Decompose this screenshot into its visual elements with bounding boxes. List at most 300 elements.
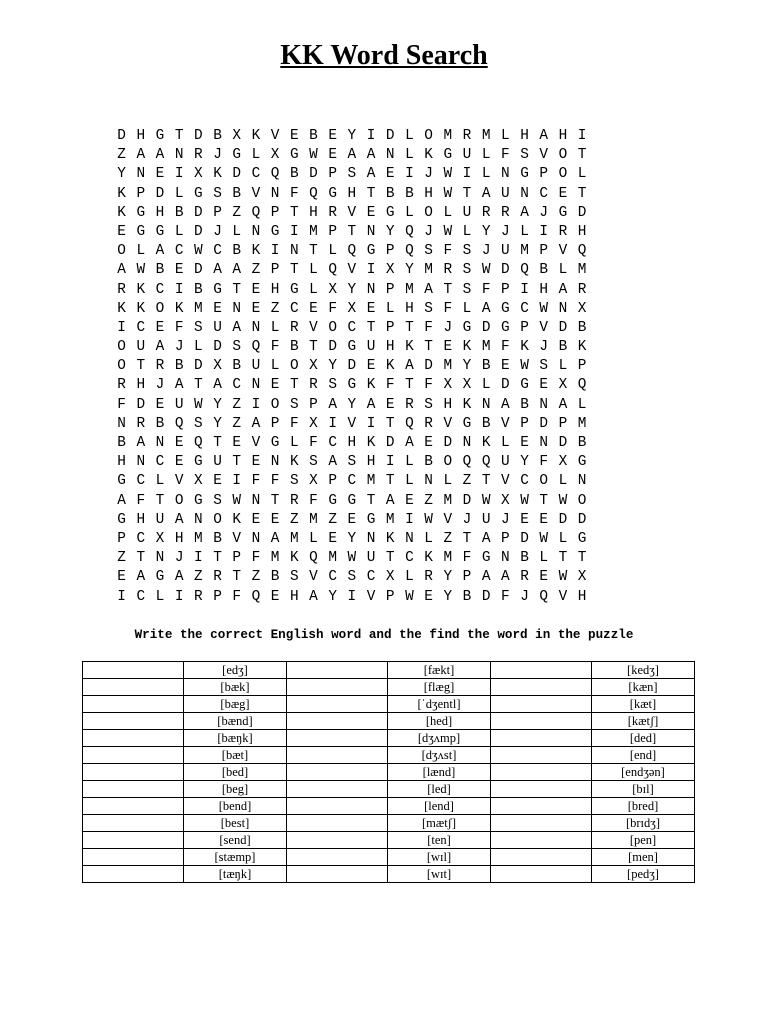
grid-letter[interactable]: V (347, 262, 357, 279)
grid-letter[interactable]: D (558, 435, 568, 451)
grid-letter[interactable]: A (117, 492, 126, 509)
grid-letter[interactable]: D (520, 530, 529, 547)
grid-letter[interactable]: A (174, 569, 184, 586)
grid-letter[interactable]: S (462, 262, 472, 279)
grid-letter[interactable]: F (251, 473, 261, 490)
grid-letter[interactable]: C (174, 243, 184, 260)
grid-letter[interactable]: V (347, 415, 357, 432)
grid-letter[interactable]: F (309, 435, 318, 451)
grid-letter[interactable]: B (577, 435, 587, 451)
grid-letter[interactable]: X (309, 415, 318, 432)
grid-letter[interactable]: R (213, 569, 222, 586)
grid-letter[interactable]: O (558, 147, 568, 164)
grid-letter[interactable]: U (366, 339, 376, 356)
grid-letter[interactable]: O (117, 339, 126, 356)
grid-letter[interactable]: I (232, 473, 242, 490)
grid-letter[interactable]: R (577, 281, 587, 298)
grid-letter[interactable]: U (136, 339, 146, 356)
grid-letter[interactable]: U (213, 454, 222, 471)
grid-letter[interactable]: E (289, 128, 299, 144)
grid-letter[interactable]: F (501, 147, 510, 164)
grid-letter[interactable]: K (424, 147, 433, 164)
grid-letter[interactable]: R (117, 377, 126, 394)
grid-letter[interactable]: X (155, 530, 165, 547)
grid-letter[interactable]: L (481, 377, 491, 394)
grid-letter[interactable]: A (136, 435, 146, 451)
grid-letter[interactable]: F (289, 415, 299, 432)
grid-letter[interactable]: Z (194, 569, 203, 586)
grid-letter[interactable]: G (194, 492, 203, 509)
grid-letter[interactable]: B (174, 358, 184, 375)
grid-letter[interactable]: X (558, 454, 568, 471)
grid-letter[interactable]: T (462, 530, 472, 547)
grid-letter[interactable]: R (424, 569, 433, 586)
grid-letter[interactable]: W (405, 588, 414, 605)
grid-letter[interactable]: L (136, 243, 146, 260)
grid-letter[interactable]: I (194, 550, 203, 567)
grid-letter[interactable]: S (424, 300, 433, 317)
grid-letter[interactable]: W (424, 511, 433, 528)
grid-letter[interactable]: E (520, 511, 529, 528)
grid-letter[interactable]: T (194, 377, 203, 394)
answer-cell[interactable] (83, 798, 184, 815)
grid-letter[interactable]: A (405, 435, 414, 451)
grid-letter[interactable]: A (520, 204, 529, 221)
grid-letter[interactable]: L (405, 204, 414, 221)
grid-letter[interactable]: E (385, 396, 395, 413)
grid-letter[interactable]: A (232, 262, 242, 279)
grid-letter[interactable]: K (136, 281, 146, 298)
grid-letter[interactable]: N (174, 147, 184, 164)
grid-letter[interactable]: R (405, 396, 414, 413)
grid-letter[interactable]: P (520, 415, 529, 432)
grid-letter[interactable]: I (539, 223, 549, 240)
grid-letter[interactable]: X (462, 377, 472, 394)
grid-letter[interactable]: D (462, 492, 472, 509)
grid-letter[interactable]: S (347, 454, 357, 471)
grid-letter[interactable]: T (174, 128, 184, 144)
grid-letter[interactable]: W (347, 550, 357, 567)
grid-letter[interactable]: O (577, 492, 587, 509)
grid-letter[interactable]: Q (539, 588, 549, 605)
grid-letter[interactable]: V (251, 435, 261, 451)
grid-letter[interactable]: X (194, 166, 203, 183)
grid-letter[interactable]: H (289, 588, 299, 605)
grid-letter[interactable]: P (577, 358, 587, 375)
grid-letter[interactable]: X (558, 377, 568, 394)
grid-letter[interactable]: J (443, 319, 453, 336)
grid-letter[interactable]: A (155, 243, 165, 260)
grid-letter[interactable]: K (232, 511, 242, 528)
grid-letter[interactable]: R (194, 588, 203, 605)
grid-letter[interactable]: F (443, 243, 453, 260)
grid-letter[interactable]: T (366, 492, 376, 509)
grid-letter[interactable]: B (309, 128, 318, 144)
grid-letter[interactable]: Q (328, 262, 337, 279)
grid-letter[interactable]: E (424, 435, 433, 451)
grid-letter[interactable]: Q (251, 588, 261, 605)
grid-letter[interactable]: T (309, 243, 318, 260)
grid-letter[interactable]: R (155, 358, 165, 375)
grid-letter[interactable]: S (347, 166, 357, 183)
grid-letter[interactable]: D (539, 415, 549, 432)
grid-letter[interactable]: M (194, 530, 203, 547)
grid-letter[interactable]: X (328, 281, 337, 298)
answer-cell[interactable] (83, 747, 184, 764)
grid-letter[interactable]: L (577, 396, 587, 413)
grid-letter[interactable]: B (174, 204, 184, 221)
grid-letter[interactable]: I (117, 319, 126, 336)
grid-letter[interactable]: G (385, 204, 395, 221)
grid-letter[interactable]: S (194, 415, 203, 432)
grid-letter[interactable]: H (270, 281, 280, 298)
grid-letter[interactable]: C (328, 435, 337, 451)
grid-letter[interactable]: B (232, 243, 242, 260)
grid-letter[interactable]: O (174, 492, 184, 509)
grid-letter[interactable]: Q (405, 223, 414, 240)
grid-letter[interactable]: M (481, 128, 491, 144)
grid-letter[interactable]: F (501, 339, 510, 356)
grid-letter[interactable]: L (309, 530, 318, 547)
grid-letter[interactable]: F (136, 492, 146, 509)
grid-letter[interactable]: L (309, 262, 318, 279)
grid-letter[interactable]: H (174, 530, 184, 547)
grid-letter[interactable]: Y (462, 358, 472, 375)
grid-letter[interactable]: X (194, 473, 203, 490)
grid-letter[interactable]: V (347, 204, 357, 221)
grid-letter[interactable]: G (558, 204, 568, 221)
grid-letter[interactable]: E (232, 435, 242, 451)
grid-letter[interactable]: W (194, 243, 203, 260)
grid-letter[interactable]: B (539, 262, 549, 279)
grid-letter[interactable]: I (174, 588, 184, 605)
grid-letter[interactable]: N (501, 166, 510, 183)
answer-cell[interactable] (83, 764, 184, 781)
grid-letter[interactable]: H (155, 204, 165, 221)
grid-letter[interactable]: R (481, 204, 491, 221)
grid-letter[interactable]: G (328, 185, 337, 202)
answer-cell[interactable] (83, 730, 184, 747)
grid-letter[interactable]: M (577, 262, 587, 279)
grid-letter[interactable]: V (232, 530, 242, 547)
grid-letter[interactable]: B (213, 530, 222, 547)
grid-letter[interactable]: A (136, 569, 146, 586)
grid-letter[interactable]: E (366, 204, 376, 221)
grid-letter[interactable]: Y (347, 128, 357, 144)
answer-cell[interactable] (83, 713, 184, 730)
answer-cell[interactable] (287, 730, 388, 747)
grid-letter[interactable]: J (501, 511, 510, 528)
grid-letter[interactable]: C (520, 300, 529, 317)
grid-letter[interactable]: S (347, 569, 357, 586)
grid-letter[interactable]: R (289, 319, 299, 336)
grid-letter[interactable]: I (289, 223, 299, 240)
grid-letter[interactable]: K (577, 339, 587, 356)
grid-letter[interactable]: T (136, 358, 146, 375)
grid-letter[interactable]: L (270, 358, 280, 375)
grid-letter[interactable]: E (155, 166, 165, 183)
grid-letter[interactable]: R (117, 281, 126, 298)
grid-letter[interactable]: T (366, 319, 376, 336)
grid-letter[interactable]: S (213, 492, 222, 509)
answer-cell[interactable] (491, 866, 592, 883)
grid-letter[interactable]: P (270, 204, 280, 221)
grid-letter[interactable]: W (558, 492, 568, 509)
grid-letter[interactable]: N (270, 454, 280, 471)
grid-letter[interactable]: Q (405, 415, 414, 432)
grid-letter[interactable]: E (174, 435, 184, 451)
grid-letter[interactable]: G (270, 435, 280, 451)
grid-letter[interactable]: C (136, 588, 146, 605)
grid-letter[interactable]: W (136, 262, 146, 279)
grid-letter[interactable]: A (174, 377, 184, 394)
grid-letter[interactable]: L (481, 147, 491, 164)
grid-letter[interactable]: V (251, 185, 261, 202)
grid-letter[interactable]: J (155, 377, 165, 394)
grid-letter[interactable]: Q (251, 339, 261, 356)
grid-letter[interactable]: I (366, 262, 376, 279)
answer-cell[interactable] (491, 679, 592, 696)
grid-letter[interactable]: Q (309, 185, 318, 202)
grid-letter[interactable]: H (405, 300, 414, 317)
grid-letter[interactable]: G (462, 319, 472, 336)
grid-letter[interactable]: J (174, 339, 184, 356)
grid-letter[interactable]: Z (462, 473, 472, 490)
grid-letter[interactable]: V (501, 415, 510, 432)
grid-letter[interactable]: E (539, 511, 549, 528)
grid-letter[interactable]: L (501, 128, 510, 144)
grid-letter[interactable]: X (577, 569, 587, 586)
grid-letter[interactable]: E (251, 281, 261, 298)
grid-letter[interactable]: W (520, 492, 529, 509)
grid-letter[interactable]: B (270, 569, 280, 586)
grid-letter[interactable]: V (309, 569, 318, 586)
grid-letter[interactable]: D (577, 511, 587, 528)
grid-letter[interactable]: Y (213, 396, 222, 413)
grid-letter[interactable]: O (424, 204, 433, 221)
grid-letter[interactable]: M (481, 339, 491, 356)
grid-letter[interactable]: M (443, 492, 453, 509)
grid-letter[interactable]: C (366, 569, 376, 586)
grid-letter[interactable]: Q (577, 243, 587, 260)
answer-cell[interactable] (287, 747, 388, 764)
grid-letter[interactable]: Z (424, 492, 433, 509)
grid-letter[interactable]: D (577, 204, 587, 221)
grid-letter[interactable]: Y (347, 396, 357, 413)
grid-letter[interactable]: Q (481, 454, 491, 471)
grid-letter[interactable]: O (443, 454, 453, 471)
grid-letter[interactable]: Y (520, 454, 529, 471)
grid-letter[interactable]: T (405, 319, 414, 336)
grid-letter[interactable]: P (558, 415, 568, 432)
grid-letter[interactable]: N (462, 435, 472, 451)
grid-letter[interactable]: E (328, 530, 337, 547)
grid-letter[interactable]: O (328, 319, 337, 336)
grid-letter[interactable]: C (136, 319, 146, 336)
grid-letter[interactable]: G (289, 147, 299, 164)
grid-letter[interactable]: F (443, 300, 453, 317)
grid-letter[interactable]: S (289, 473, 299, 490)
grid-letter[interactable]: G (136, 223, 146, 240)
grid-letter[interactable]: E (405, 492, 414, 509)
grid-letter[interactable]: X (385, 569, 395, 586)
grid-letter[interactable]: C (347, 319, 357, 336)
grid-letter[interactable]: T (385, 415, 395, 432)
grid-letter[interactable]: G (462, 415, 472, 432)
grid-letter[interactable]: K (462, 396, 472, 413)
grid-letter[interactable]: P (462, 569, 472, 586)
grid-letter[interactable]: P (385, 319, 395, 336)
grid-letter[interactable]: E (270, 511, 280, 528)
grid-letter[interactable]: Z (328, 511, 337, 528)
grid-letter[interactable]: C (520, 473, 529, 490)
grid-letter[interactable]: G (347, 339, 357, 356)
grid-letter[interactable]: E (424, 588, 433, 605)
grid-letter[interactable]: A (155, 147, 165, 164)
grid-letter[interactable]: U (462, 147, 472, 164)
grid-letter[interactable]: T (289, 377, 299, 394)
grid-letter[interactable]: Z (117, 147, 126, 164)
grid-letter[interactable]: N (539, 435, 549, 451)
grid-letter[interactable]: A (501, 396, 510, 413)
grid-letter[interactable]: N (136, 166, 146, 183)
grid-letter[interactable]: G (155, 223, 165, 240)
grid-letter[interactable]: T (577, 147, 587, 164)
grid-letter[interactable]: A (328, 454, 337, 471)
grid-letter[interactable]: W (443, 166, 453, 183)
grid-letter[interactable]: P (309, 396, 318, 413)
grid-letter[interactable]: I (405, 166, 414, 183)
grid-letter[interactable]: S (213, 185, 222, 202)
grid-letter[interactable]: F (232, 588, 242, 605)
grid-letter[interactable]: W (539, 530, 549, 547)
grid-letter[interactable]: I (462, 166, 472, 183)
grid-letter[interactable]: V (174, 473, 184, 490)
grid-letter[interactable]: K (289, 454, 299, 471)
grid-letter[interactable]: J (213, 147, 222, 164)
answer-cell[interactable] (287, 798, 388, 815)
grid-letter[interactable]: P (328, 473, 337, 490)
grid-letter[interactable]: L (558, 530, 568, 547)
grid-letter[interactable]: L (424, 530, 433, 547)
answer-cell[interactable] (287, 679, 388, 696)
grid-letter[interactable]: N (155, 435, 165, 451)
grid-letter[interactable]: E (443, 339, 453, 356)
grid-letter[interactable]: G (347, 492, 357, 509)
grid-letter[interactable]: G (155, 128, 165, 144)
grid-letter[interactable]: H (347, 435, 357, 451)
grid-letter[interactable]: T (539, 492, 549, 509)
grid-letter[interactable]: T (270, 492, 280, 509)
grid-letter[interactable]: L (251, 147, 261, 164)
grid-letter[interactable]: X (270, 147, 280, 164)
grid-letter[interactable]: E (366, 358, 376, 375)
grid-letter[interactable]: Z (232, 415, 242, 432)
grid-letter[interactable]: T (289, 204, 299, 221)
grid-letter[interactable]: P (117, 530, 126, 547)
grid-letter[interactable]: A (558, 281, 568, 298)
grid-letter[interactable]: T (232, 569, 242, 586)
grid-letter[interactable]: C (136, 530, 146, 547)
answer-cell[interactable] (491, 764, 592, 781)
grid-letter[interactable]: A (251, 415, 261, 432)
grid-letter[interactable]: C (289, 300, 299, 317)
grid-letter[interactable]: H (136, 128, 146, 144)
grid-letter[interactable]: B (155, 262, 165, 279)
grid-letter[interactable]: N (251, 492, 261, 509)
grid-letter[interactable]: P (520, 319, 529, 336)
grid-letter[interactable]: N (289, 243, 299, 260)
grid-letter[interactable]: E (213, 300, 222, 317)
grid-letter[interactable]: J (462, 511, 472, 528)
grid-letter[interactable]: H (577, 223, 587, 240)
grid-letter[interactable]: F (117, 396, 126, 413)
grid-letter[interactable]: J (174, 550, 184, 567)
grid-letter[interactable]: B (232, 185, 242, 202)
answer-cell[interactable] (491, 713, 592, 730)
grid-letter[interactable]: U (501, 454, 510, 471)
grid-letter[interactable]: B (577, 319, 587, 336)
grid-letter[interactable]: D (443, 435, 453, 451)
grid-letter[interactable]: U (174, 396, 184, 413)
grid-letter[interactable]: B (558, 339, 568, 356)
answer-cell[interactable] (287, 849, 388, 866)
grid-letter[interactable]: V (501, 473, 510, 490)
grid-letter[interactable]: V (539, 319, 549, 336)
grid-letter[interactable]: H (539, 281, 549, 298)
answer-cell[interactable] (83, 679, 184, 696)
grid-letter[interactable]: G (232, 147, 242, 164)
grid-letter[interactable]: A (366, 166, 376, 183)
grid-letter[interactable]: P (270, 415, 280, 432)
grid-letter[interactable]: U (155, 511, 165, 528)
grid-letter[interactable]: P (539, 166, 549, 183)
grid-letter[interactable]: T (366, 185, 376, 202)
grid-letter[interactable]: P (270, 262, 280, 279)
grid-letter[interactable]: R (328, 204, 337, 221)
grid-letter[interactable]: V (558, 243, 568, 260)
grid-letter[interactable]: W (520, 358, 529, 375)
grid-letter[interactable]: E (174, 262, 184, 279)
grid-letter[interactable]: D (501, 377, 510, 394)
grid-letter[interactable]: V (558, 588, 568, 605)
grid-letter[interactable]: P (385, 281, 395, 298)
answer-cell[interactable] (287, 866, 388, 883)
grid-letter[interactable]: B (117, 435, 126, 451)
grid-letter[interactable]: D (385, 128, 395, 144)
grid-letter[interactable]: Y (405, 262, 414, 279)
grid-letter[interactable]: L (462, 300, 472, 317)
grid-letter[interactable]: A (117, 262, 126, 279)
grid-letter[interactable]: E (366, 300, 376, 317)
grid-letter[interactable]: G (443, 147, 453, 164)
grid-letter[interactable]: U (251, 358, 261, 375)
grid-letter[interactable]: T (155, 492, 165, 509)
grid-letter[interactable]: T (558, 550, 568, 567)
grid-letter[interactable]: E (328, 128, 337, 144)
grid-letter[interactable]: N (501, 550, 510, 567)
grid-letter[interactable]: M (309, 511, 318, 528)
grid-letter[interactable]: T (385, 550, 395, 567)
grid-letter[interactable]: R (462, 128, 472, 144)
grid-letter[interactable]: R (443, 262, 453, 279)
grid-letter[interactable]: W (232, 492, 242, 509)
grid-letter[interactable]: I (174, 166, 184, 183)
grid-letter[interactable]: W (539, 300, 549, 317)
grid-letter[interactable]: A (481, 530, 491, 547)
grid-letter[interactable]: A (366, 396, 376, 413)
grid-letter[interactable]: P (136, 185, 146, 202)
